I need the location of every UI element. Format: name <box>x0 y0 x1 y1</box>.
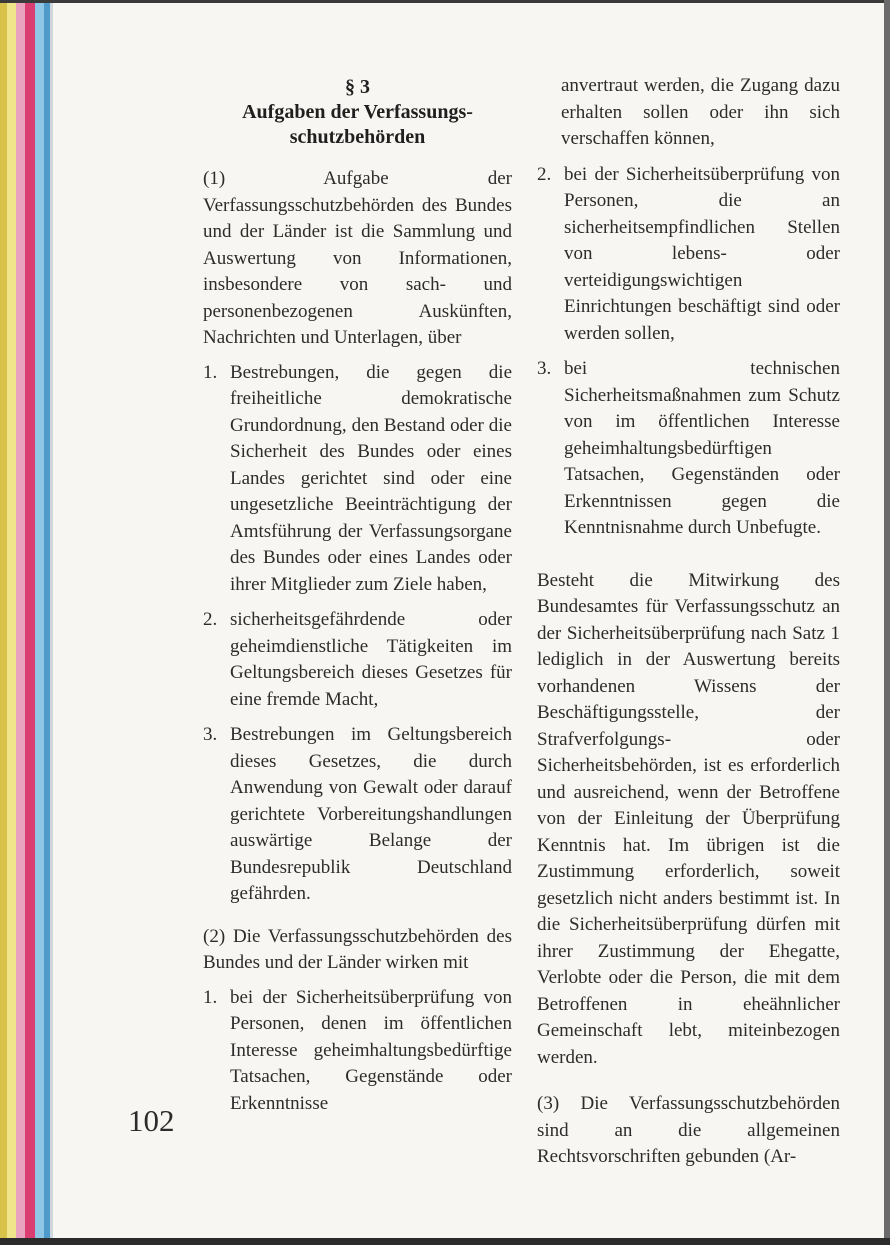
bottom-page-edge <box>0 1238 890 1245</box>
list-item-text: bei technischen Sicherheitsmaßnahmen zum Schutz von im öffentlichen Interesse geheimhaltungsbedürftigen Tatsachen, Gegenständen oder Erkenntnissen gegen die Kenntnisnahme durch Unbefugte. <box>564 358 840 538</box>
list-item-text: Bestrebungen, die gegen die freiheitliche demokratische Grundordnung, den Bestand oder die Sicherheit des Bundes oder eines Landes gerichtet sind oder eine ungesetzliche Beeinträchtigung der Amtsführung der Verfassungsorgane des Bundes oder eines Landes oder ihrer Mitglieder zum Ziele haben, <box>230 361 512 595</box>
section-number: § 3 <box>345 76 370 98</box>
list-item-number: 3. <box>537 358 552 379</box>
page-edge-strip <box>25 3 35 1239</box>
list-item-text: bei der Sicherheitsüberprüfung von Personen, denen im öffentlichen Interesse geheimhaltungsbedürftige Tatsachen, Gegenstände oder Erkenntnisse <box>230 986 512 1114</box>
list-item-text: Bestrebungen im Geltungsbereich dieses Gesetzes, die durch Anwendung von Gewalt oder darauf gerichtete Vorbereitungshandlungen auswärtige Belange der Bundesrepublik Deutschland gefährden. <box>230 724 512 904</box>
list-item <box>203 360 512 599</box>
left-column <box>203 3 512 1117</box>
list-item-text: sicherheitsgefährdende oder geheimdienstliche Tätigkeiten im Geltungsbereich dieses Gesetzes für eine fremde Macht, <box>230 609 512 710</box>
continuation-text: anvertraut werden, die Zugang dazu erhalten sollen oder ihn sich verschaffen können, <box>561 75 840 149</box>
page-edge-strip <box>35 3 44 1239</box>
page-edge-strip <box>0 3 7 1239</box>
page-edge-strip <box>7 3 16 1239</box>
list-item-number: 1. <box>203 361 218 383</box>
section-title-line2: schutzbehörden <box>289 126 426 148</box>
right-page-edge <box>884 0 890 1245</box>
page-number: 102 <box>128 1103 175 1138</box>
paragraph-2: (2) Die Verfassungsschutzbehörden des Bundes und der Länder wirken mit <box>203 925 512 973</box>
list-item-number: 2. <box>203 609 218 630</box>
page-edge-strip <box>50 3 53 1239</box>
document-page <box>0 3 884 1239</box>
list-item-number: 2. <box>537 163 552 185</box>
page-edge-strip <box>16 3 25 1239</box>
paragraph-3: (3) Die Verfassungsschutzbehörden sind an die allgemeinen Rechtsvorschriften gebunden (Ar- <box>537 1093 840 1167</box>
list-item <box>203 985 512 1118</box>
right-column <box>537 3 840 1171</box>
list-item-text: bei der Sicherheitsüberprüfung von Personen, die an sicherheitsempfindlichen Stellen von lebens- oder verteidigungswichtigen Einrichtungen beschäftigt sind oder werden sollen, <box>564 163 840 344</box>
list-item <box>203 607 512 713</box>
list-item-number: 1. <box>203 986 218 1008</box>
paragraph-1: (1) Aufgabe der Verfassungsschutzbehörden des Bundes und der Länder ist die Sammlung und Auswertung von Informationen, insbesondere von sach- und personenbezogenen Auskünften, Nachrichten und Unterlagen, über <box>203 168 512 348</box>
paragraph-besteht: Besteht die Mitwirkung des Bundesamtes für Verfassungsschutz an der Sicherheitsüberprüfung nach Satz 1 lediglich in der Auswertung bereits vorhandenen Wissens der Beschäftigungsstelle, der Strafverfolgungs- oder Sicherheitsbehörden, ist es erforderlich und ausreichend, wenn der Betroffene von der Einleitung der Überprüfung Kenntnis hat. Im übrigen ist die Zustimmung erforderlich, soweit gesetzlich nicht anders bestimmt ist. In die Sicherheitsüberprüfung dürfen mit ihrer Zustimmung der Ehegatte, Verlobte oder die Person, die mit dem Betroffenen in eheähnlicher Gemeinschaft lebt, miteinbezogen werden. <box>537 569 840 1068</box>
section-heading <box>203 75 512 150</box>
list-item <box>537 162 840 348</box>
section-title-line1: Aufgaben der Verfassungs- <box>242 101 473 123</box>
list-item <box>537 356 840 542</box>
list-item <box>203 722 512 908</box>
list-item-number: 3. <box>203 724 218 745</box>
